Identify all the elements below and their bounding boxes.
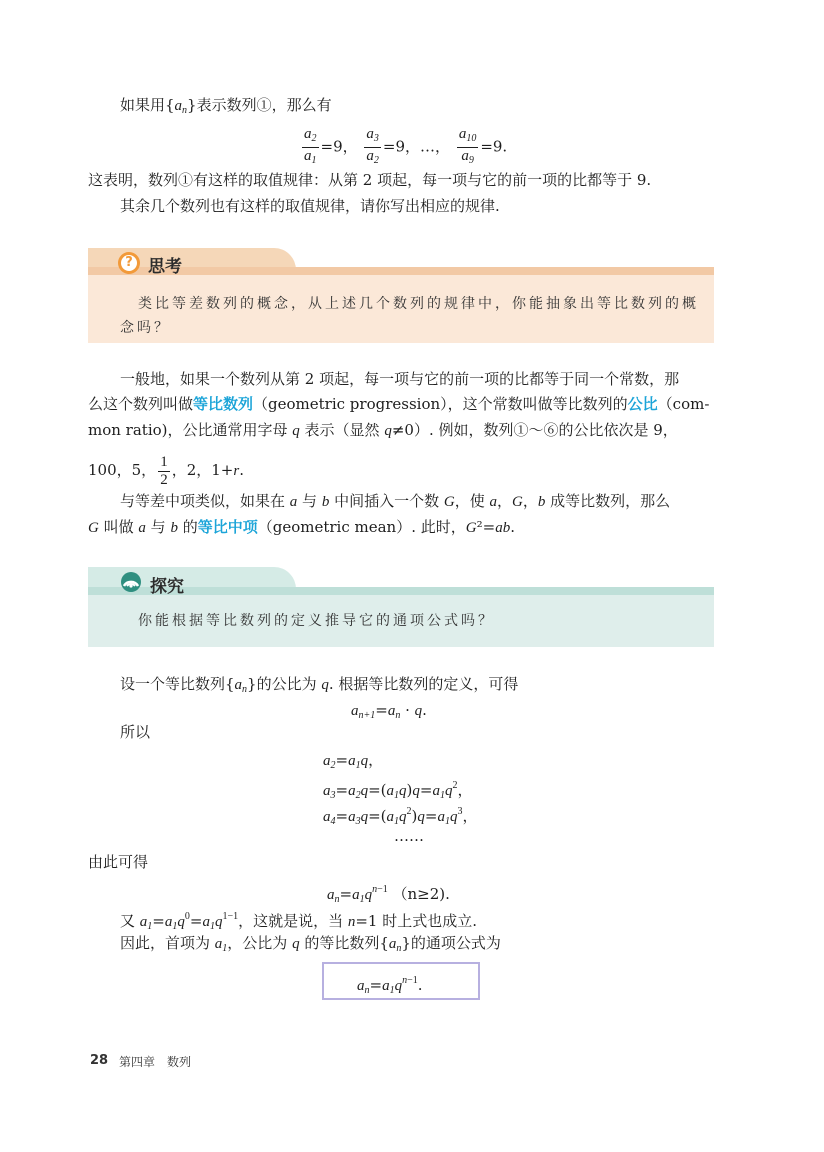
text: ，使: [454, 492, 490, 510]
ellipsis: ……: [394, 827, 424, 845]
ratio-formula: $\frac{a_2}{a_1}$ =9， $\frac{a_3}{a_2}$ =9，…， $\frac{a_{10}}{a_9}$ =9.: [304, 126, 508, 166]
text: ，公比为: [227, 934, 293, 952]
text: . 根据等比数列的定义，可得: [328, 675, 519, 693]
text: 中间插入一个数: [329, 492, 444, 510]
text-line: 又 $a_1=a_1q^0=a_1q^{1-1}$，这就是说，当 n=1 时上式也成立.: [120, 911, 478, 932]
term-geometric-progression: 等比数列: [193, 395, 254, 413]
text: ²=: [476, 518, 496, 536]
explore-text: 你能根据等比数列的定义推导它的通项公式吗？: [138, 613, 495, 629]
chapter-label: 第四章 数列: [119, 1055, 192, 1069]
text: =1 时上式也成立.: [355, 912, 478, 930]
text: 设一个等比数列{: [120, 675, 235, 693]
text: 与: [297, 492, 322, 510]
explore-icon: [118, 571, 144, 597]
text: }表示数列①，那么有: [187, 96, 332, 114]
term-geometric-mean: 等比中项: [197, 518, 258, 536]
text: （geometric mean）. 此时，: [257, 518, 466, 536]
text: ，: [497, 492, 513, 510]
text-line: [88, 394, 709, 414]
text: 的等比数列{: [299, 934, 389, 952]
formula: $a_3=a_2q=(a_1q)q=a_1q^2$，: [323, 780, 473, 801]
text: （com-: [657, 395, 710, 413]
text-line: 这表明，数列①有这样的取值规律：从第 2 项起，每一项与它的前一项的比都等于 9.: [88, 171, 652, 189]
text-line: 设一个等比数列$\{a_n\}$的公比为 q. 根据等比数列的定义，可得: [120, 675, 519, 695]
text: ≠0）. 例如，数列①～⑥的公比依次是 9，: [391, 421, 678, 439]
think-text: 念吗？: [120, 320, 171, 336]
text-line: 其余几个数列也有这样的取值规律，请你写出相应的规律.: [120, 197, 500, 215]
text: =9.: [480, 137, 508, 156]
explore-title: 探究: [150, 577, 184, 597]
text: 叫做: [98, 518, 139, 536]
text-line: 如果用$\{a_n\}$表示数列①，那么有: [120, 96, 332, 116]
text-line: G 叫做 a 与 b 的等比中项（geometric mean）. 此时，G²=ab.: [88, 518, 515, 536]
text: 的: [177, 518, 198, 536]
text: 因此，首项为: [120, 934, 215, 952]
text: .: [239, 461, 244, 479]
text: 成等比数列，那么: [545, 492, 671, 510]
text-line: 因此，首项为 $a_1$，公比为 q 的等比数列$\{a_n\}$的通项公式为: [120, 934, 501, 954]
text: （geometric progression），这个常数叫做等比数列的: [253, 395, 628, 413]
text-line: 一般地，如果一个数列从第 2 项起，每一项与它的前一项的比都等于同一个常数，那: [120, 370, 680, 388]
text-line: mon ratio)，公比通常用字母 q 表示（显然 q≠0）. 例如，数列①～⑥的公比依次是 9，: [88, 421, 678, 439]
general-formula: $a_n=a_1q^{n-1}$.: [357, 975, 423, 996]
text: .: [510, 518, 515, 536]
text: ，2，1+: [171, 461, 234, 479]
question-icon: ?: [118, 252, 140, 274]
text-line: 所以: [120, 723, 151, 741]
formula: $a_2=a_1q$，: [323, 751, 384, 771]
formula: $a_{n+1}=a_n \cdot q$.: [351, 701, 427, 721]
fraction-numerator: 1: [160, 453, 168, 470]
fraction-denominator: 2: [160, 471, 168, 488]
text: mon ratio)，公比通常用字母: [88, 421, 293, 439]
condition: （n≥2).: [392, 885, 450, 903]
text-line: 与等差中项类似，如果在 a 与 b 中间插入一个数 G，使 a，G，b 成等比数列，那么: [120, 492, 671, 510]
text: 与: [145, 518, 171, 536]
text: 与等差中项类似，如果在: [120, 492, 290, 510]
think-text: 类比等差数列的概念，从上述几个数列的规律中，你能抽象出等比数列的概: [138, 296, 699, 312]
text: ，这就是说，当: [238, 912, 348, 930]
text: 如果用{: [120, 96, 175, 114]
text: ，: [522, 492, 538, 510]
text: 100，5，: [88, 461, 157, 479]
text: }的通项公式为: [401, 934, 501, 952]
term-common-ratio: 公比: [627, 395, 658, 413]
formula: $a_4=a_3q=(a_1q^2)q=a_1q^3$，: [323, 806, 478, 827]
text: =9，: [320, 137, 358, 156]
text-line: 由此可得: [88, 853, 149, 871]
page-number: 28: [90, 1053, 109, 1068]
think-title: 思考: [148, 257, 182, 277]
text: 么这个数列叫做: [88, 395, 194, 413]
text-line: 100，5， $\frac{1}{2}$ ，2，1+r.: [88, 453, 244, 488]
text: 表示（显然: [299, 421, 385, 439]
text: }的公比为: [247, 675, 322, 693]
text: =9，…，: [382, 137, 451, 156]
text: 又: [120, 912, 140, 930]
formula: $a_n=a_1q^{n-1}$ （n≥2).: [327, 884, 450, 905]
